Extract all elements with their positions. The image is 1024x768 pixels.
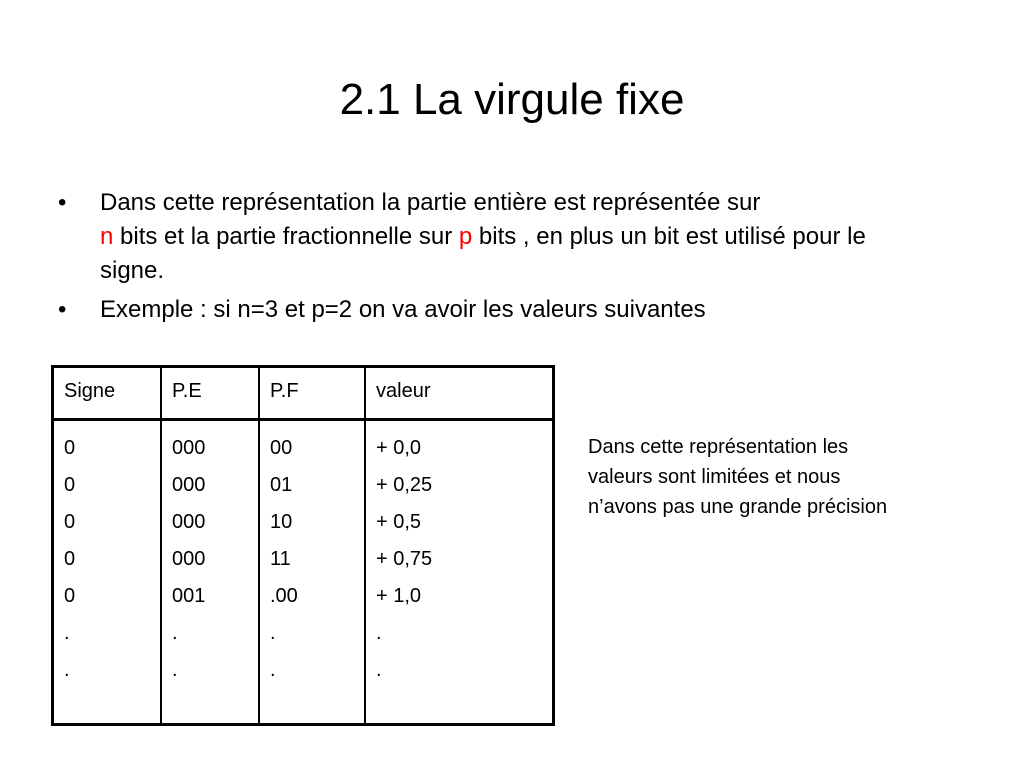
cell-valeur: + 0,75 (376, 548, 433, 570)
variable-p: p (458, 223, 473, 250)
cell-pe: . (172, 659, 178, 681)
bullet-marker: • (58, 189, 67, 216)
cell-valeur: . (376, 659, 382, 681)
cell-pf: 10 (270, 511, 293, 533)
cell-valeur: + 1,0 (376, 585, 422, 607)
cell-pe: 000 (172, 474, 206, 496)
slide-title: 2.1 La virgule fixe (339, 75, 685, 124)
bullet-text-part1: Dans cette représentation la partie entière est représentée sur (100, 189, 761, 216)
cell-valeur: . (376, 622, 382, 644)
bullet-list (58, 186, 898, 332)
cell-signe: 0 (64, 548, 76, 570)
side-note-line: Dans cette représentation les (588, 436, 849, 458)
variable-n: n (100, 223, 114, 250)
cell-pe: 000 (172, 511, 206, 533)
side-note-line: n’avons pas une grande précision (588, 496, 888, 518)
cell-pf: .00 (270, 585, 298, 607)
cell-pf: . (270, 659, 276, 681)
side-note-line: valeurs sont limitées et nous (588, 466, 841, 488)
cell-pe: . (172, 622, 178, 644)
header-pe: P.E (161, 367, 259, 420)
cell-signe: . (64, 622, 70, 644)
cell-valeur: + 0,5 (376, 511, 422, 533)
bullet-text-example: Exemple : si n=3 et p=2 on va avoir les valeurs suivantes (100, 296, 706, 323)
cell-pe: 000 (172, 548, 206, 570)
bullet-text-part2: bits et la partie fractionnelle sur (113, 223, 459, 250)
cell-signe: 0 (64, 511, 76, 533)
cell-signe: 0 (64, 437, 76, 459)
column-valeur (365, 420, 554, 725)
cell-pf: 00 (270, 437, 293, 459)
table-header-row (53, 367, 554, 420)
bullet-item-example (58, 293, 898, 327)
cell-signe: . (64, 659, 70, 681)
side-note (588, 432, 988, 522)
cell-pf: 01 (270, 474, 293, 496)
cell-signe: 0 (64, 474, 76, 496)
cell-pf: 11 (270, 548, 291, 570)
fixed-point-table (51, 365, 555, 726)
column-pf (259, 420, 365, 725)
cell-valeur: + 0,25 (376, 474, 433, 496)
column-pe (161, 420, 259, 725)
cell-signe: 0 (64, 585, 76, 607)
header-valeur: valeur (365, 367, 554, 420)
column-signe (53, 420, 162, 725)
cell-pf: . (270, 622, 276, 644)
header-pf: P.F (259, 367, 365, 420)
bullet-text-part3: bits , en plus un bit est utilisé pour le signe. (100, 223, 866, 284)
table-row (53, 420, 554, 725)
header-signe: Signe (53, 367, 162, 420)
cell-pe: 000 (172, 437, 206, 459)
cell-pe: 001 (172, 585, 206, 607)
bullet-item-definition (58, 186, 898, 288)
cell-valeur: + 0,0 (376, 437, 422, 459)
bullet-marker: • (58, 296, 67, 323)
